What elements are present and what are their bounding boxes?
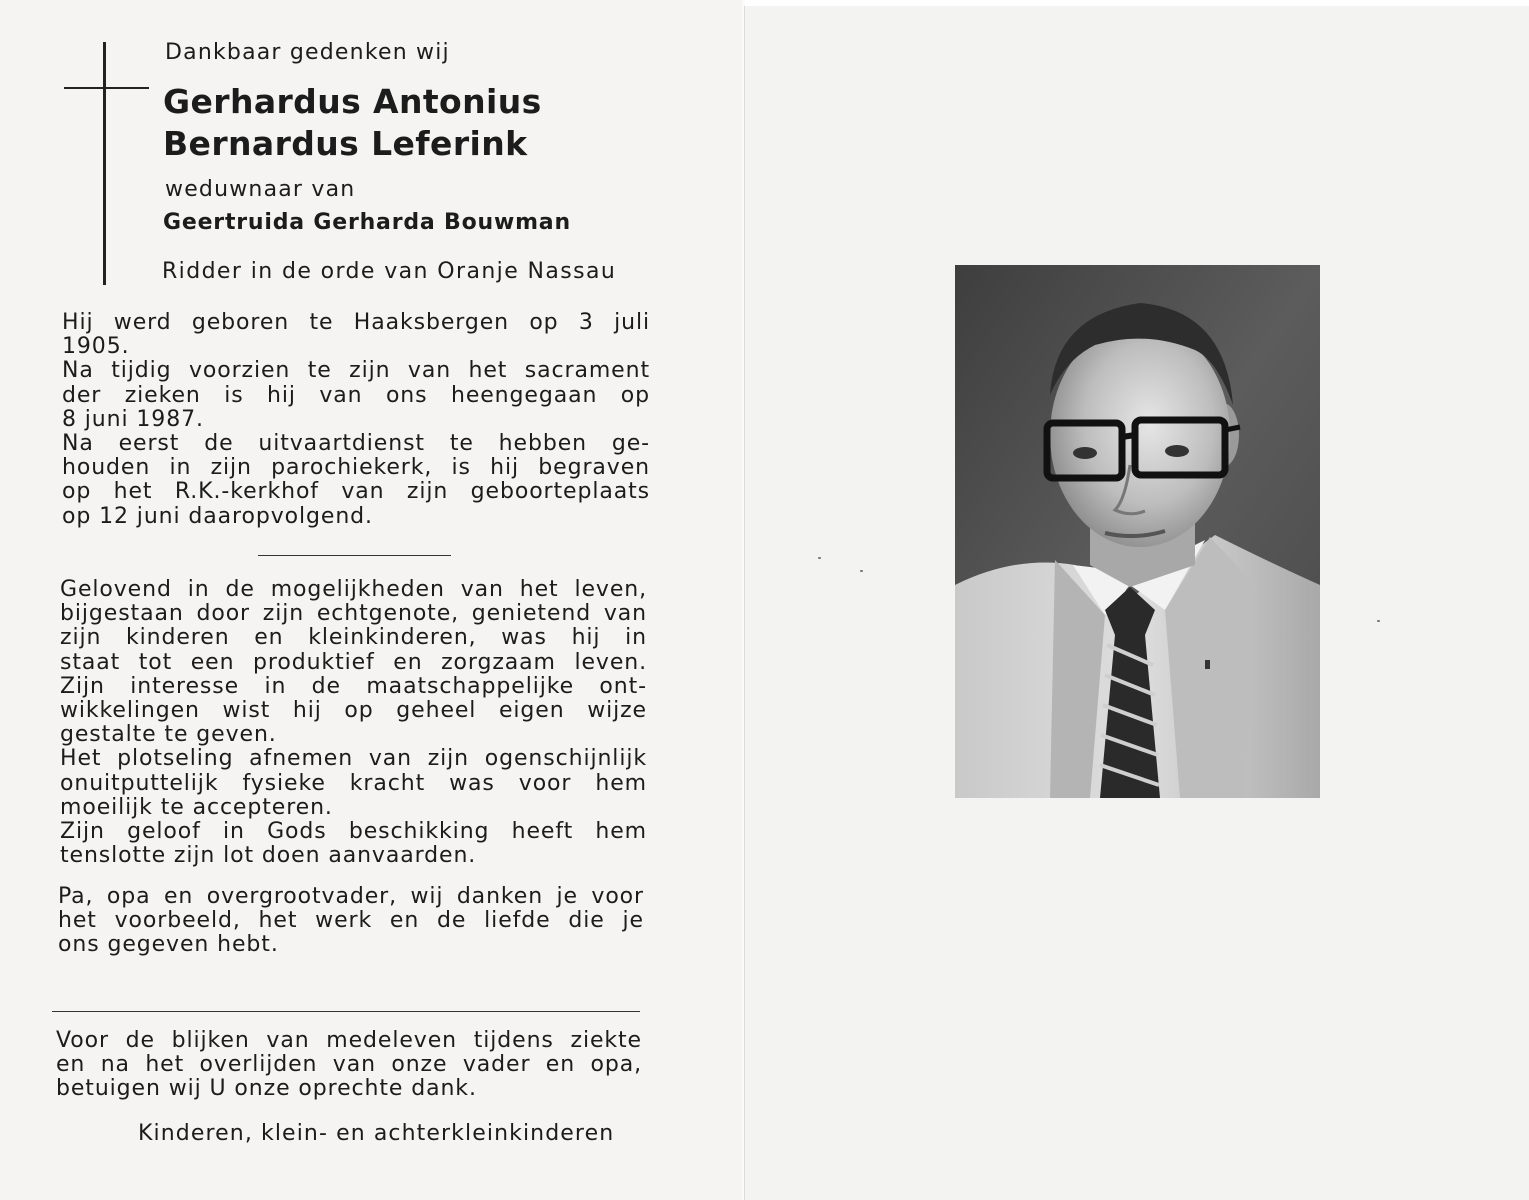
- text-line: wikkelingen wist hij op geheel eigen wijze: [60, 698, 647, 723]
- text-line: moeilijk te accepteren.: [60, 795, 333, 820]
- divider-long: [52, 1011, 640, 1012]
- text-line: Na eerst de uitvaartdienst te hebben ge-: [62, 431, 650, 456]
- text-line: bijgestaan door zijn echtgenote, genietend van: [60, 602, 647, 627]
- text-line: Na tijdig voorzien te zijn van het sacrament: [62, 359, 650, 384]
- text-line: en na het overlijden van onze vader en opa,: [56, 1053, 642, 1078]
- text-line: staat tot een produktief en zorgzaam leven.: [60, 650, 647, 675]
- text-line: betuigen wij U onze oprechte dank.: [56, 1077, 477, 1102]
- cross-icon-horizontal: [64, 87, 149, 89]
- text-line: Hij werd geboren te Haaksbergen op 3 juli: [62, 311, 650, 335]
- cross-icon-vertical: [103, 42, 106, 285]
- signoff: Kinderen, klein- en achterkleinkinderen: [138, 1121, 615, 1146]
- deceased-name-line1: Gerhardus Antonius: [163, 82, 542, 121]
- text-line: houden in zijn parochiekerk, is hij begraven: [62, 456, 650, 481]
- text-line: der zieken is hij van ons heengegaan op: [62, 383, 650, 408]
- speck: [860, 570, 863, 572]
- character-paragraph: [60, 578, 647, 868]
- text-line: op het R.K.-kerkhof van zijn geboorteplaats: [62, 480, 650, 505]
- spouse-name: Geertruida Gerharda Bouwman: [163, 210, 571, 235]
- text-line: 1905.: [62, 335, 130, 360]
- text-line: Zijn geloof in Gods beschikking heeft hem: [60, 819, 647, 844]
- text-line: Zijn interesse in de maatschappelijke ont-: [60, 674, 647, 699]
- speck: [1377, 620, 1380, 622]
- text-page: [0, 0, 742, 1200]
- text-line: Pa, opa en overgrootvader, wij danken je voor: [58, 885, 644, 909]
- text-line: onuitputtelijk fysieke kracht was voor hem: [60, 771, 647, 796]
- text-line: het voorbeeld, het werk en de liefde die je: [58, 909, 644, 934]
- text-line: Voor de blijken van medeleven tijdens ziekte: [56, 1029, 642, 1053]
- farewell-paragraph: [58, 885, 644, 958]
- text-line: 8 juni 1987.: [62, 407, 204, 432]
- portrait-photo: [955, 265, 1320, 798]
- deceased-name-line2: Bernardus Leferink: [163, 124, 528, 163]
- text-line: tenslotte zijn lot doen aanvaarden.: [60, 844, 477, 869]
- text-line: zijn kinderen en kleinkinderen, was hij in: [60, 626, 647, 651]
- widower-label: weduwnaar van: [165, 177, 356, 202]
- speck: [818, 557, 821, 559]
- honor-line: Ridder in de orde van Oranje Nassau: [162, 259, 617, 284]
- thanks-paragraph: [56, 1029, 642, 1102]
- intro-line: Dankbaar gedenken wij: [165, 40, 450, 65]
- text-line: Het plotseling afnemen van zijn ogenschijnlijk: [60, 747, 647, 772]
- portrait-drawing: [955, 265, 1320, 798]
- text-line: ons gegeven hebt.: [58, 933, 279, 958]
- text-line: Gelovend in de mogelijkheden van het leven,: [60, 578, 647, 602]
- text-line: gestalte te geven.: [60, 723, 277, 748]
- biography-paragraph: [62, 311, 650, 529]
- divider-short: [258, 555, 451, 556]
- text-line: op 12 juni daaropvolgend.: [62, 504, 373, 529]
